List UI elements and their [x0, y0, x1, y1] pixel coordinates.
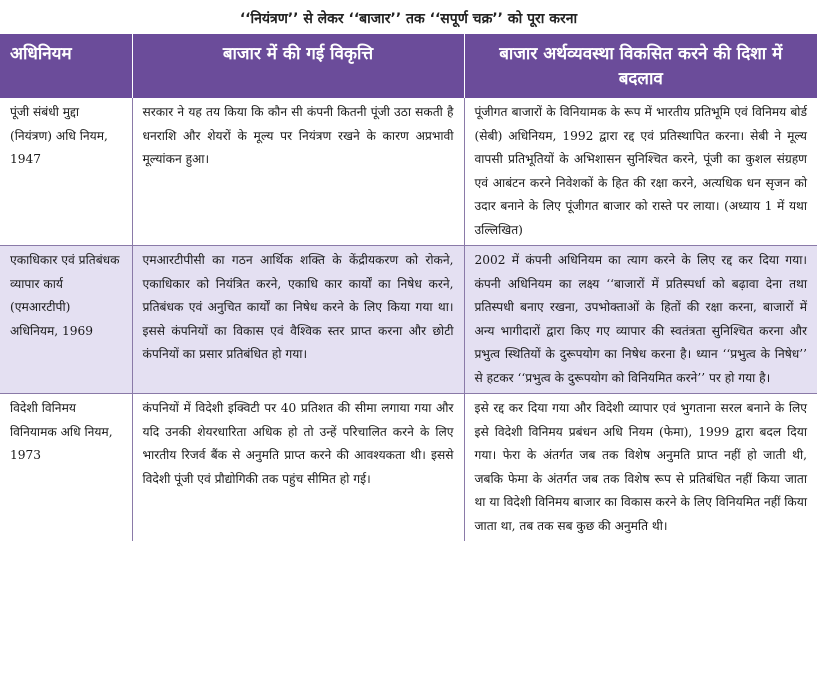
cell-act: पूंजी संबंधी मुद्दा (नियंत्रण) अधि नियम, 1947 — [0, 98, 132, 246]
table-row — [0, 98, 817, 246]
cell-act: विदेशी विनिमय विनियामक अधि नियम, 1973 — [0, 394, 132, 542]
table-caption: ‘‘नियंत्रण’’ से लेकर ‘‘बाजार’’ तक ‘‘सपूर्ण चक्र’’ को पूरा करना — [239, 11, 578, 27]
cell-change: पूंजीगत बाजारों के विनियामक के रूप में भारतीय प्रतिभूमि एवं विनिमय बोर्ड (सेबी) अधिनियम, 1992 द्वारा रद्द एवं प्रतिस्थापित करना। सेबी ने मूल्य वापसी प्रतिभूतियों के अभिशासन सुनिश्चित करने, पूंजी का कुशल संग्रहण एवं आबंटन करने निवेशकों के हित की रक्षा करने, अत्यधिक धन सृजन को उदार बनाने के लिए पूंजीगत बाजार को रास्ते पर लाया। (अध्याय 1 में यथा उल्लिखित) — [474, 105, 807, 237]
cell-distortion: सरकार ने यह तय किया कि कौन सी कंपनी कितनी पूंजी उठा सकती है धनराशि और शेयरों के मूल्य पर नियंत्रण रखने के कारण अप्रभावी मूल्यांकन हुआ। — [132, 98, 464, 246]
cell-change: 2002 में कंपनी अधिनियम का त्याग करने के लिए रद्द कर दिया गया। कंपनी अधिनियम का लक्ष्य ‘‘बाजारों में प्रतिस्पर्धा को बढ़ावा देना तथा प्रतिस्पधी बनाए रखना, उपभोक्ताओं के हितों की रक्षा करना, बाजारों में अन्य भागीदारों द्वारा किए गए व्यापार की स्वतंत्रता सुनिश्चित करना और प्रभुत्व स्थितियों के दुरूपयोग का निषेध करना है। ध्यान ‘‘प्रभुत्व के निषेध’’ से हटकर ‘‘प्रभुत्व के दुरूपयोग को विनियमित करने’’ पर हो गया है। — [464, 246, 817, 394]
acts-table — [0, 34, 817, 541]
table-row — [0, 394, 817, 542]
header-act: अधिनियम — [0, 34, 132, 98]
cell-distortion: एमआरटीपीसी का गठन आर्थिक शक्ति के केंद्रीयकरण को रोकने, एकाधिकार को नियंत्रित करने, एकाधि कार कार्यों का निषेध करने, प्रतिबंधक एवं अनुचित कार्यों का निषेध करने के लिए किया गया था। इससे कंपनियों का विकास एवं वैश्विक स्तर प्राप्त करना और छोटी कंपनियों का प्रसार प्रतिबंधित हो गया। — [132, 246, 464, 394]
header-distortion: बाजार में की गई विकृत्ति — [132, 34, 464, 98]
cell-distortion: कंपनियों में विदेशी इक्विटी पर 40 प्रतिशत की सीमा लगाया गया और यदि उनकी शेयरधारिता अधिक हो तो उन्हें परिचालित करने के लिए भारतीय रिजर्व बैंक से अनुमति प्राप्त करने की आवश्यकता थी। इससे विदेशी पूंजी एवं प्रौद्योगिकी तक पहुंच सीमित हो गई। — [132, 394, 464, 542]
cell-change: इसे रद्द कर दिया गया और विदेशी व्यापार एवं भुगताना सरल बनाने के लिए इसे विदेशी विनिमय प्रबंधन अधि नियम (फेमा), 1999 द्वारा बदल दिया गया। फेरा के अंतर्गत जब तक विशेष अनुमति प्राप्त नहीं हो जाती थी, जबकि फेमा के अंतर्गत जब तक विशेष रूप से प्रतिबंधित नहीं किया जाता था या विदेशी विनिमय बाजार का विकास करने के लिए विनियमित नहीं किया जाता था, तब तक सब कुछ की अनुमति थी। — [464, 394, 817, 542]
table-header-row — [0, 34, 817, 98]
table-row — [0, 246, 817, 394]
cell-act: एकाधिकार एवं प्रतिबंधक व्यापार कार्य (एमआरटीपी) अधिनियम, 1969 — [0, 246, 132, 394]
header-change: बाजार अर्थव्यवस्था विकसित करने की दिशा में बदलाव — [464, 34, 817, 98]
